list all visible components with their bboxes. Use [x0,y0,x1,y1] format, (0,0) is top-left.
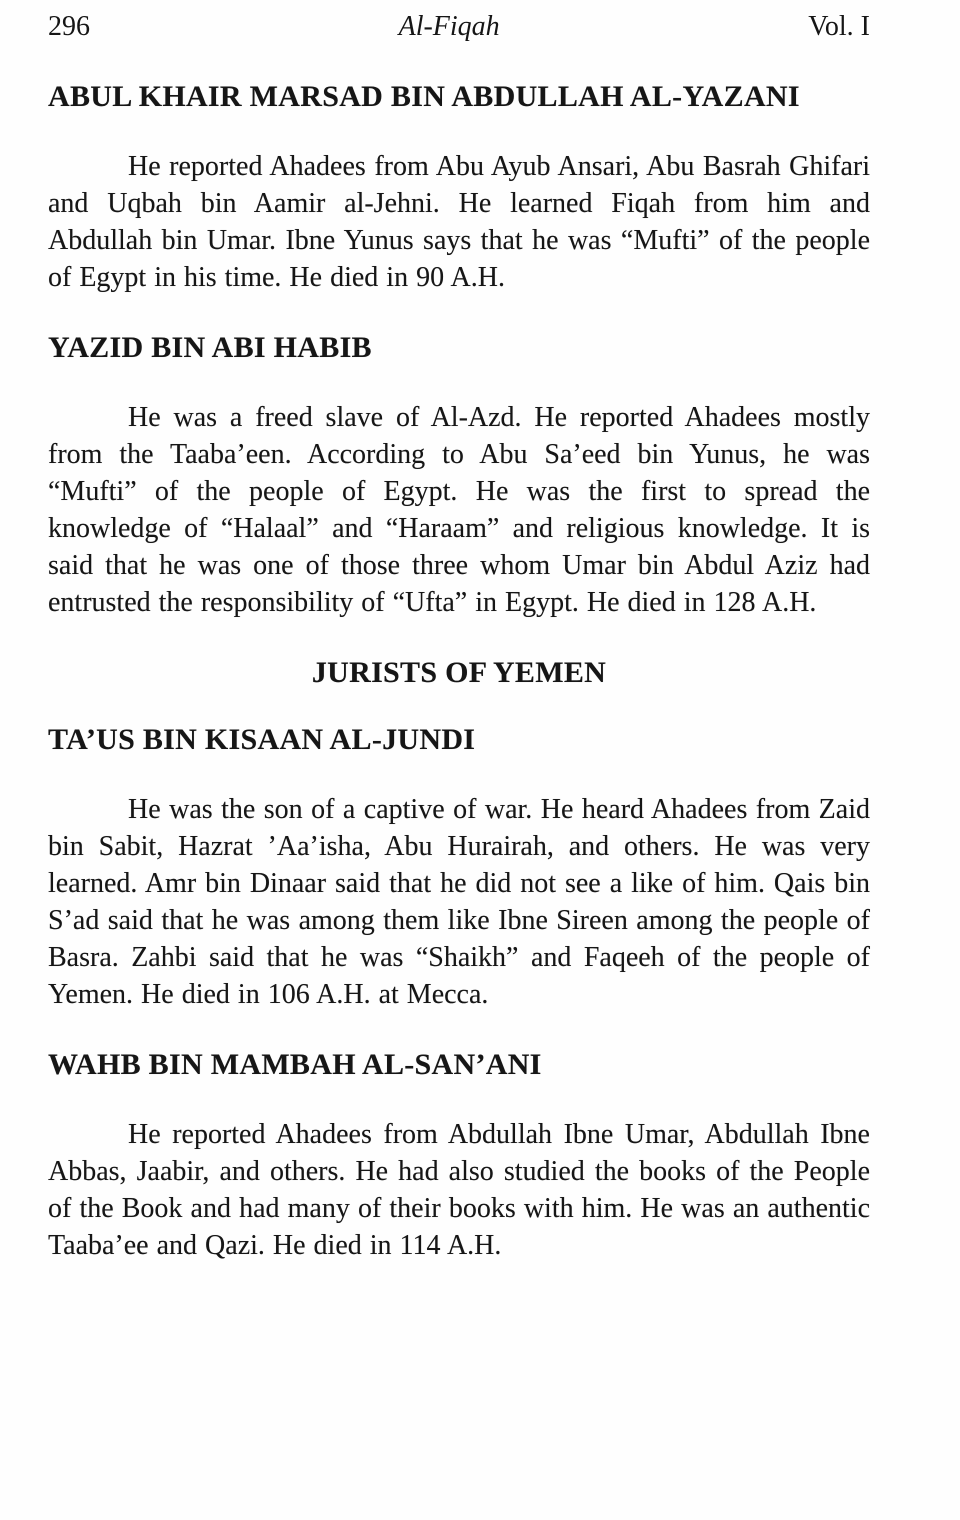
section-paragraph-abul-khair: He reported Ahadees from Abu Ayub Ansari, Abu Basrah Ghifari and Uqbah bin Aamir al-Jehni. He learned Fiqah from him and Abdullah bin Umar. Ibne Yunus says that he was “Mufti” of the people of Egypt in his time. He died in 90 A.H. [48,151,870,293]
section-heading-abul-khair: ABUL KHAIR MARSAD BIN ABDULLAH AL-YAZANI [48,80,800,113]
volume-label: Vol. I [808,11,870,42]
book-title: Al-Fiqah [398,11,500,42]
section-heading-yazid: YAZID BIN ABI HABIB [48,331,372,364]
section-yazid [48,332,870,621]
page-number: 296 [48,11,90,42]
section-taus [48,724,870,1013]
section-paragraph-wahb: He reported Ahadees from Abdullah Ibne Umar, Abdullah Ibne Abbas, Jaabir, and others. He had also studied the books of the People of the Book and had many of their books with him. He was an authentic Taaba’ee and Qazi. He died in 114 A.H. [48,1119,870,1261]
section-paragraph-yazid: He was a freed slave of Al-Azd. He reported Ahadees mostly from the Taaba’een. According to Abu Sa’eed bin Yunus, he was “Mufti” of the people of Egypt. He was the first to spread the knowledge of “Halaal” and “Haraam” and religious knowledge. It is said that he was one of those three whom Umar bin Abdul Aziz had entrusted the responsibility of “Ufta” in Egypt. He died in 128 A.H. [48,402,870,618]
section-heading-wahb: WAHB BIN MAMBAH AL-SAN’ANI [48,1048,542,1081]
section-wahb [48,1049,870,1264]
section-jurists-of-yemen [48,657,870,688]
section-heading-taus: TA’US BIN KISAAN AL-JUNDI [48,723,476,756]
page-header [48,8,870,45]
section-heading-jurists-of-yemen: JURISTS OF YEMEN [311,656,607,689]
section-paragraph-taus: He was the son of a captive of war. He heard Ahadees from Zaid bin Sabit, Hazrat ’Aa’isha, Abu Hurairah, and others. He was very learned. Amr bin Dinaar said that he did not see a like of him. Qais bin S’ad said that he was among them like Ibne Sireen among the people of Basra. Zahbi said that he was “Shaikh” and Faqeeh of the people of Yemen. He died in 106 A.H. at Mecca. [48,794,870,1010]
section-abul-khair [48,81,870,296]
